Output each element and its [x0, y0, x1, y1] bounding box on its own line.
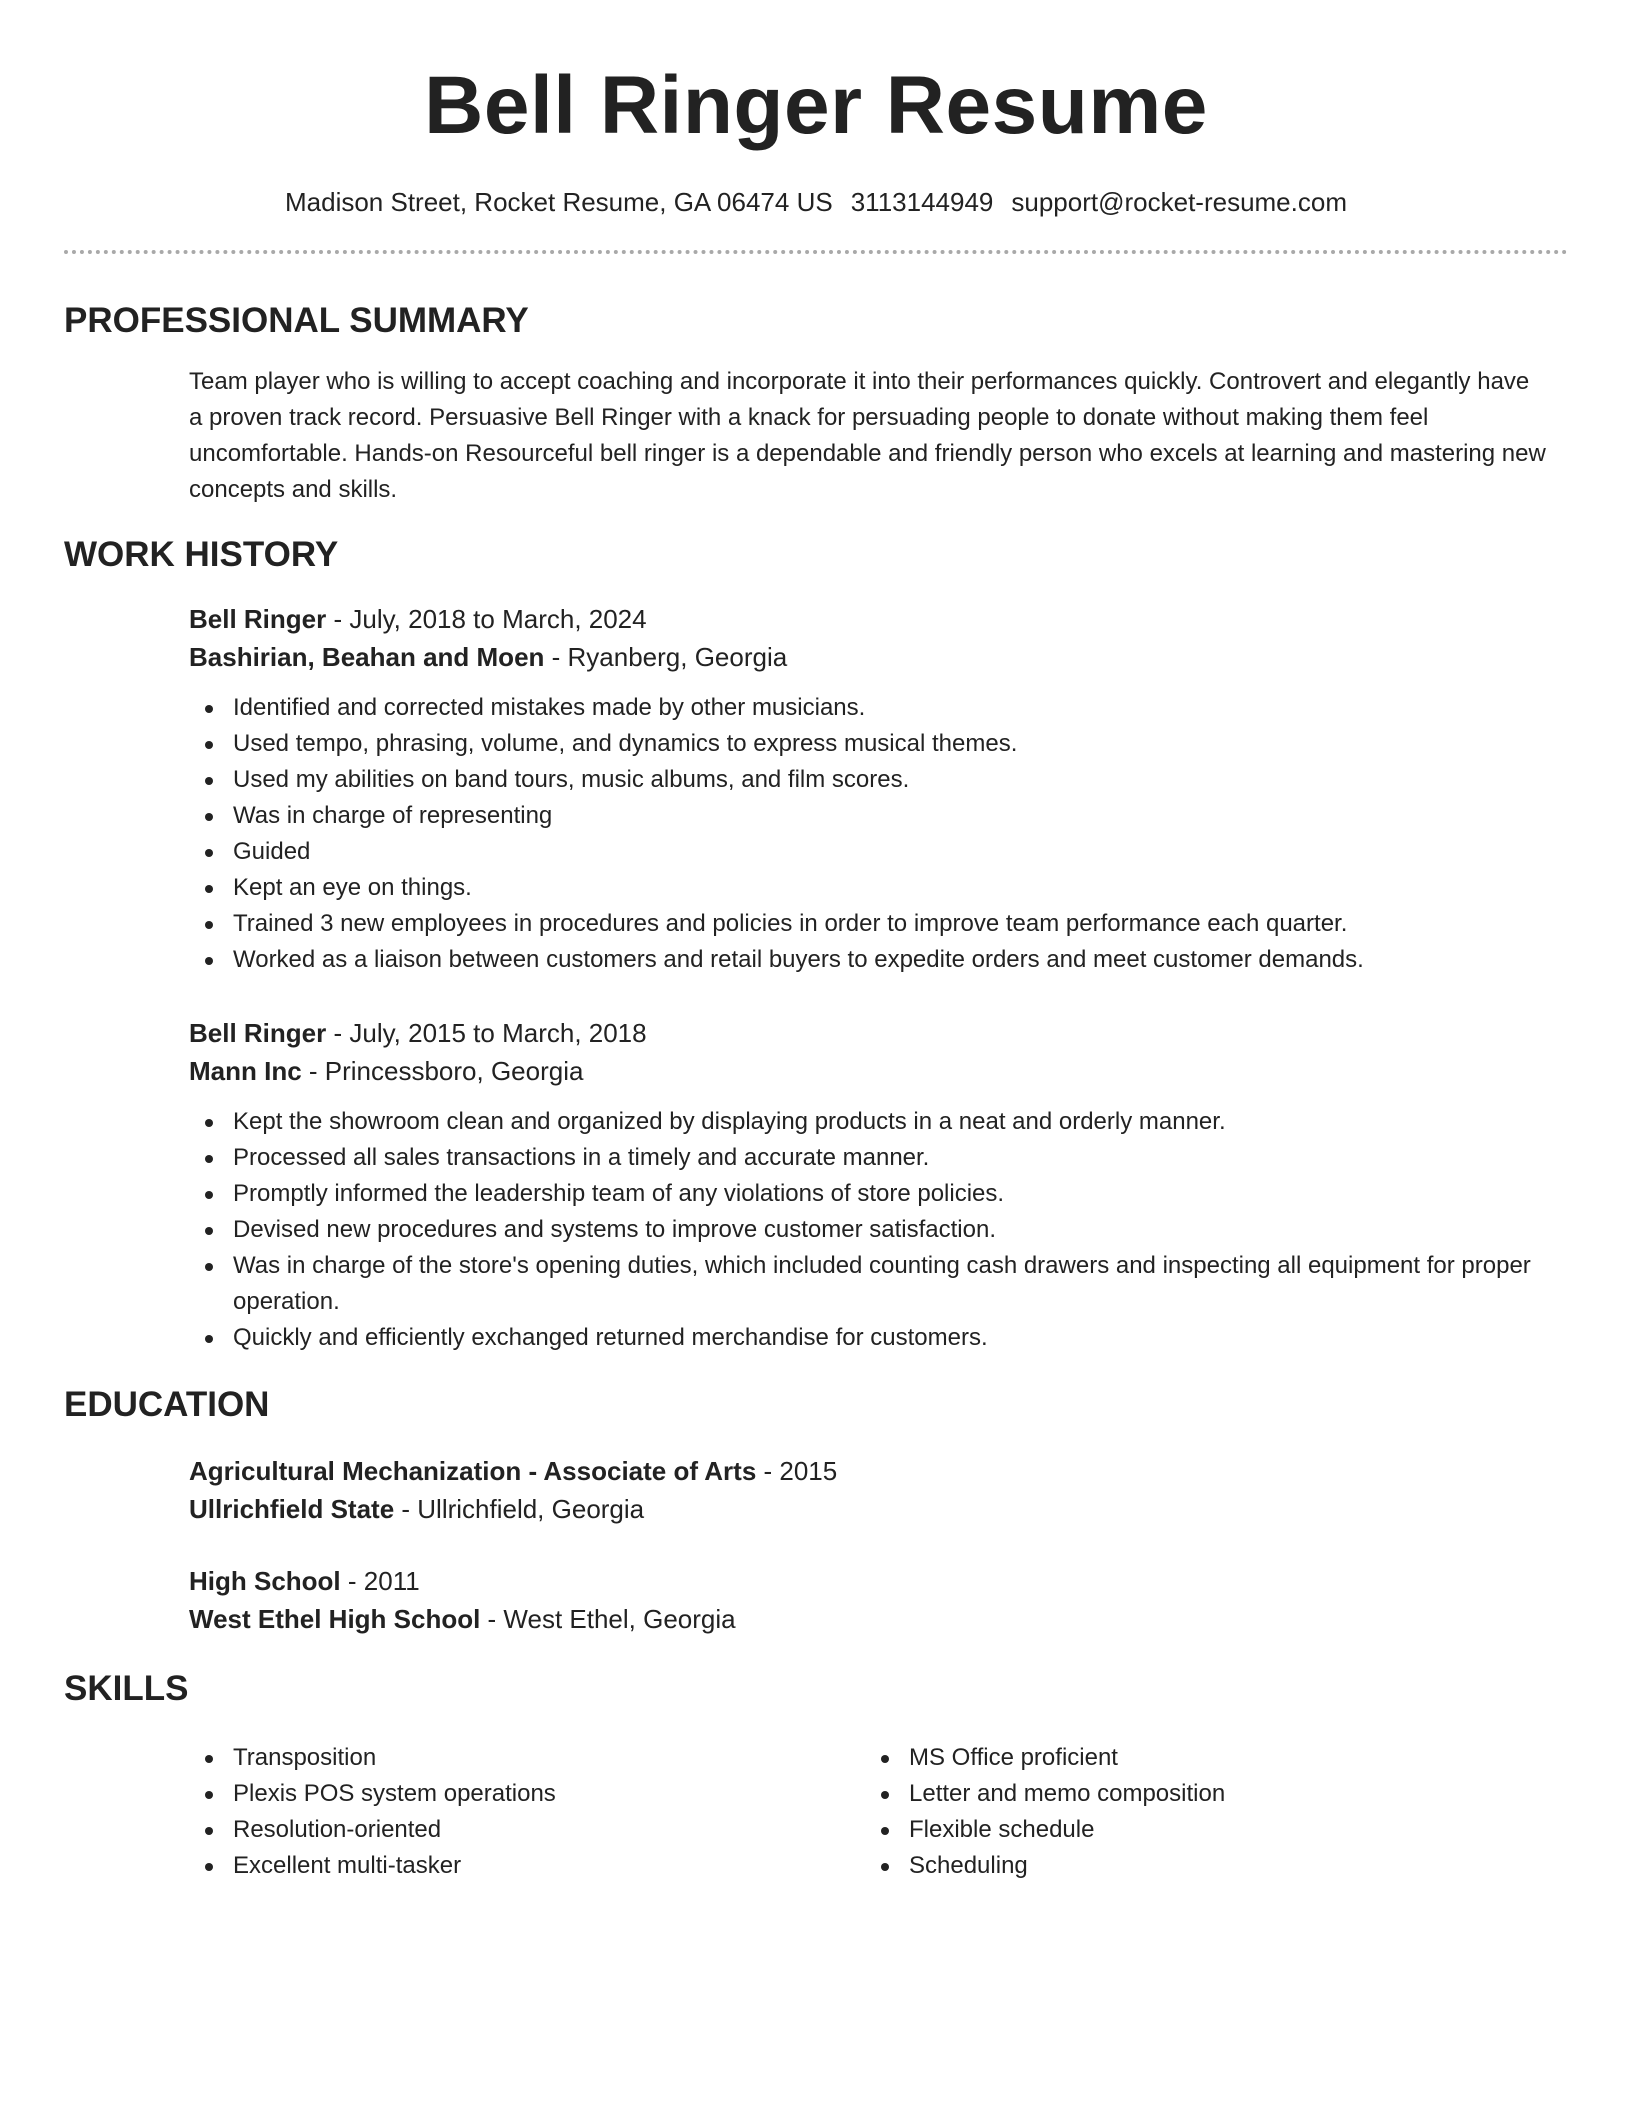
list-item: Promptly informed the leadership team of any violations of store policies.: [189, 1176, 1568, 1212]
list-item: Was in charge of representing: [189, 798, 1568, 834]
list-item: Used my abilities on band tours, music albums, and film scores.: [189, 762, 1568, 798]
skills-grid: [189, 1726, 1568, 1884]
job-title-line: [189, 600, 1568, 638]
job-location: - Ryanberg, Georgia: [544, 642, 788, 672]
degree-name: High School: [189, 1566, 341, 1596]
degree-name: Agricultural Mechanization - Associate of Arts: [189, 1456, 757, 1486]
job-position: Bell Ringer: [189, 604, 327, 634]
list-item: Was in charge of the store's opening duties, which included counting cash drawers and inspecting all equipment for proper operation.: [189, 1248, 1568, 1320]
list-item: Used tempo, phrasing, volume, and dynamics to express musical themes.: [189, 726, 1568, 762]
degree-year: - 2015: [756, 1456, 838, 1486]
job-entry: [189, 1014, 1568, 1356]
list-item: Processed all sales transactions in a timely and accurate manner.: [189, 1140, 1568, 1176]
skills-heading: SKILLS: [64, 1669, 189, 1708]
skill-item: Resolution-oriented: [189, 1812, 865, 1848]
education-entry: [189, 1452, 1568, 1528]
skill-item: Excellent multi-tasker: [189, 1848, 865, 1884]
job-title-line: [189, 1014, 1568, 1052]
job-position: Bell Ringer: [189, 1018, 327, 1048]
list-item: Devised new procedures and systems to improve customer satisfaction.: [189, 1212, 1568, 1248]
job-location: - Princessboro, Georgia: [301, 1056, 584, 1086]
school-name: West Ethel High School: [189, 1604, 481, 1634]
degree-line: [189, 1562, 1568, 1600]
skill-item: Flexible schedule: [865, 1812, 1541, 1848]
contact-address: Madison Street, Rocket Resume, GA 06474 US: [284, 187, 833, 217]
skills-list-left: [189, 1740, 865, 1884]
school-location: - Ullrichfield, Georgia: [394, 1494, 645, 1524]
contact-phone: 3113144949: [850, 187, 994, 217]
school-name: Ullrichfield State: [189, 1494, 395, 1524]
job-dates: - July, 2015 to March, 2018: [326, 1018, 647, 1048]
contact-line: [64, 184, 1568, 220]
job-company: Bashirian, Beahan and Moen: [189, 642, 545, 672]
work-history-heading: WORK HISTORY: [64, 535, 339, 574]
skill-item: Transposition: [189, 1740, 865, 1776]
list-item: Kept an eye on things.: [189, 870, 1568, 906]
skill-item: MS Office proficient: [865, 1740, 1541, 1776]
school-line: [189, 1490, 1568, 1528]
degree-year: - 2011: [340, 1566, 420, 1596]
degree-line: [189, 1452, 1568, 1490]
skill-item: Plexis POS system operations: [189, 1776, 865, 1812]
list-item: Guided: [189, 834, 1568, 870]
list-item: Quickly and efficiently exchanged returned merchandise for customers.: [189, 1320, 1568, 1356]
list-item: Trained 3 new employees in procedures and policies in order to improve team performance each quarter.: [189, 906, 1568, 942]
job-company: Mann Inc: [189, 1056, 302, 1086]
header-divider: [64, 250, 1568, 254]
contact-email: support@rocket-resume.com: [1011, 187, 1347, 217]
skill-item: Letter and memo composition: [865, 1776, 1541, 1812]
school-line: [189, 1600, 1568, 1638]
list-item: Kept the showroom clean and organized by displaying products in a neat and orderly manner.: [189, 1104, 1568, 1140]
job-company-line: [189, 1052, 1568, 1090]
job-company-line: [189, 638, 1568, 676]
list-item: Identified and corrected mistakes made by other musicians.: [189, 690, 1568, 726]
summary-heading: PROFESSIONAL SUMMARY: [64, 301, 529, 340]
education-heading: EDUCATION: [64, 1385, 270, 1424]
school-location: - West Ethel, Georgia: [480, 1604, 736, 1634]
summary-text: Team player who is willing to accept coaching and incorporate it into their performances quickly. Controvert and elegantly have a proven track record. Persuasive Bell Ringer with a knack for persuading people to donate without making them feel uncomfortable. Hands-on Resourceful bell ringer is a dependable and friendly person who excels at learning and mastering new concepts and skills.: [189, 368, 1546, 503]
list-item: Worked as a liaison between customers and retail buyers to expedite orders and meet customer demands.: [189, 942, 1568, 978]
job-duties-list: [189, 1104, 1568, 1356]
education-entry: [189, 1562, 1568, 1638]
job-dates: - July, 2018 to March, 2024: [326, 604, 647, 634]
job-duties-list: [189, 690, 1568, 978]
skill-item: Scheduling: [865, 1848, 1541, 1884]
skills-list-right: [865, 1740, 1541, 1884]
job-entry: [189, 600, 1568, 978]
resume-name: Bell Ringer Resume: [424, 60, 1208, 151]
